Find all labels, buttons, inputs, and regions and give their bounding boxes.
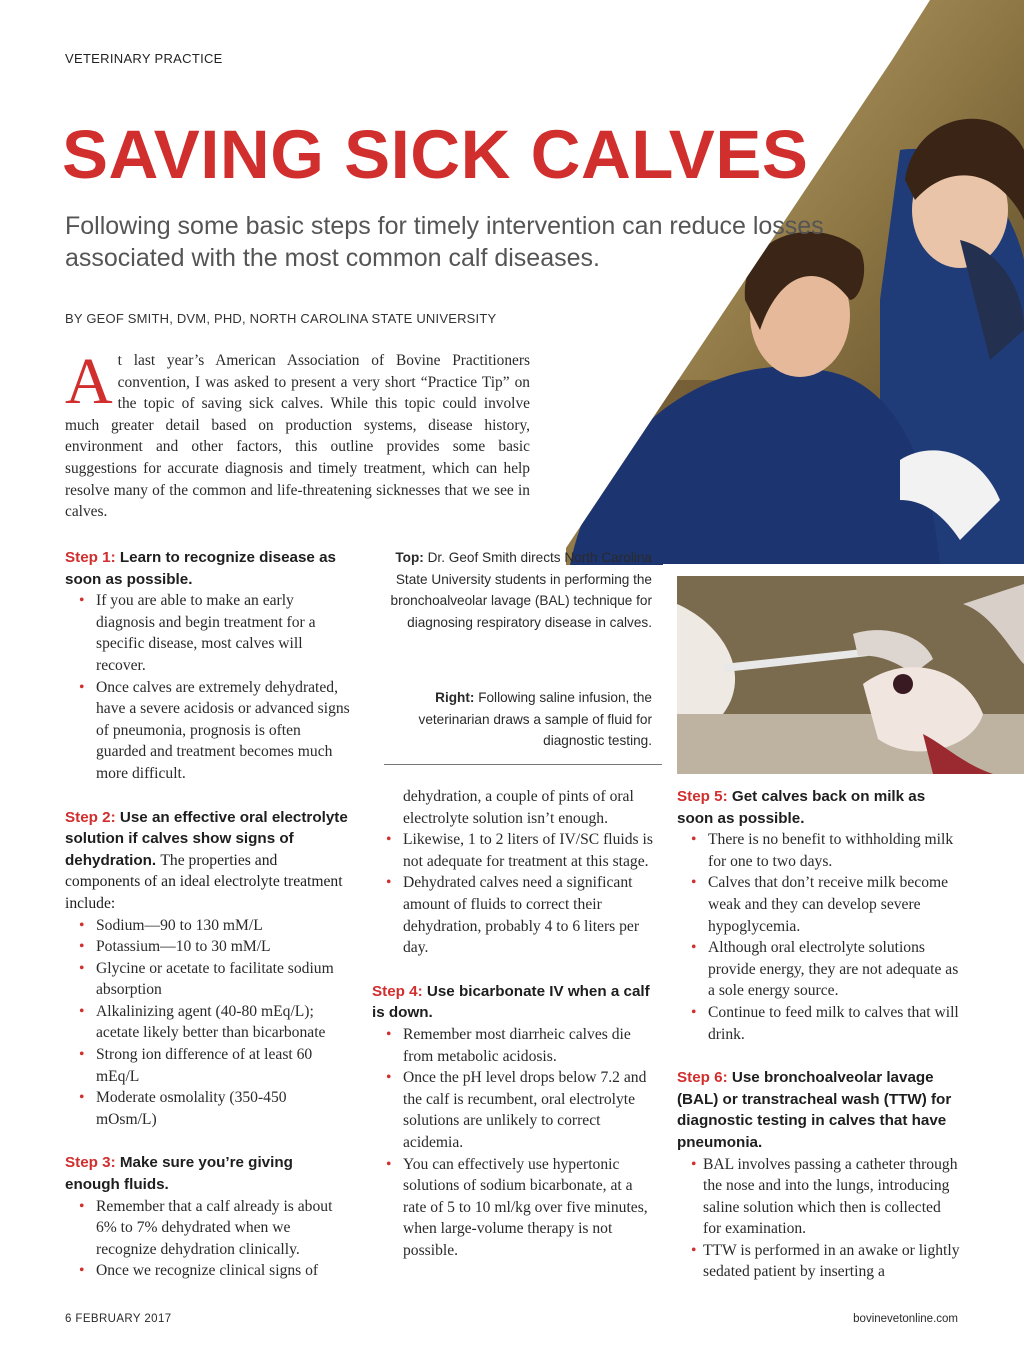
article-title: SAVING SICK CALVES bbox=[62, 116, 809, 193]
step-3-list-continued bbox=[372, 829, 657, 959]
step-3-continuation: dehydration, a couple of pints of oral electrolyte solution isn’t enough. bbox=[403, 788, 634, 827]
step-number: Step 2: bbox=[65, 808, 116, 826]
list-item: • Remember that a calf already is about 6% to 7% dehydrated when we recognize dehydration clinically. bbox=[65, 1196, 350, 1261]
list-item: • TTW is performed in an awake or lightly sedated patient by inserting a bbox=[677, 1240, 962, 1283]
caption-label: Right: bbox=[435, 690, 475, 705]
step-2-list bbox=[65, 915, 350, 1131]
list-item: • Once the pH level drops below 7.2 and the calf is recumbent, oral electrolyte solutions are unlikely to correct acidemia. bbox=[372, 1067, 657, 1153]
list-item: • You can effectively use hypertonic solutions of sodium bicarbonate, at a rate of 5 to 10 ml/kg over five minutes, when large-volume therapy is not possible. bbox=[372, 1154, 657, 1262]
caption-text: Following saline infusion, the veterinarian draws a sample of fluid for diagnostic testing. bbox=[418, 690, 652, 749]
list-item: • Although oral electrolyte solutions provide energy, they are not adequate as a sole energy source. bbox=[677, 937, 962, 1002]
step-3-list bbox=[65, 1196, 350, 1282]
list-item: • Once we recognize clinical signs of bbox=[65, 1260, 350, 1282]
list-item: • Sodium—90 to 130 mM/L bbox=[65, 915, 350, 937]
byline: BY GEOF SMITH, DVM, PHD, NORTH CAROLINA STATE UNIVERSITY bbox=[65, 311, 497, 326]
drop-cap: A bbox=[65, 345, 113, 418]
step-4-heading bbox=[372, 981, 657, 1024]
list-item: • Strong ion difference of at least 60 mEq/L bbox=[65, 1044, 350, 1087]
step-title: Use an effective oral electrolyte solution if calves show signs of dehydration. bbox=[65, 808, 348, 869]
caption-text: Dr. Geof Smith directs North Carolina State University students in performing the bronchoalveolar lavage (BAL) technique for diagnosing respiratory disease in calves. bbox=[390, 550, 652, 630]
step-3-heading bbox=[65, 1152, 350, 1195]
step-title: Get calves back on milk as soon as possible. bbox=[677, 788, 926, 827]
step-2-heading bbox=[65, 807, 350, 915]
step-5-list bbox=[677, 829, 962, 1045]
step-title: Learn to recognize disease as soon as possible. bbox=[65, 549, 336, 588]
step-number: Step 5: bbox=[677, 788, 728, 805]
step-1-list bbox=[65, 590, 350, 784]
step-number: Step 1: bbox=[65, 549, 116, 566]
caption-divider bbox=[384, 764, 662, 765]
step-1-heading bbox=[65, 547, 350, 590]
caption-right bbox=[370, 687, 652, 752]
footer-website: bovinevetonline.com bbox=[853, 1313, 958, 1325]
article-deck: Following some basic steps for timely intervention can reduce losses associated with the most common calf diseases. bbox=[65, 212, 824, 272]
list-item: • Glycine or acetate to facilitate sodium absorption bbox=[65, 958, 350, 1001]
step-title: Make sure you’re giving enough fluids. bbox=[65, 1154, 293, 1194]
step-4-list bbox=[372, 1024, 657, 1262]
step-title: Use bicarbonate IV when a calf is down. bbox=[372, 982, 650, 1022]
step-number: Step 4: bbox=[372, 982, 423, 1000]
list-item: • Likewise, 1 to 2 liters of IV/SC fluids is not adequate for treatment at this stage. bbox=[372, 829, 657, 872]
column-2 bbox=[372, 786, 657, 1261]
list-item: • There is no benefit to withholding milk for one to two days. bbox=[677, 829, 962, 872]
step-number: Step 6: bbox=[677, 1069, 728, 1087]
step-title: Use bronchoalveolar lavage (BAL) or transtracheal wash (TTW) for diagnostic testing in calves that have pneumonia. bbox=[677, 1069, 952, 1151]
list-item: • Moderate osmolality (350-450 mOsm/L) bbox=[65, 1087, 350, 1130]
list-item: • Alkalinizing agent (40-80 mEq/L); acetate likely better than bicarbonate bbox=[65, 1001, 350, 1044]
list-item: • Remember most diarrheic calves die from metabolic acidosis. bbox=[372, 1024, 657, 1067]
list-item: • BAL involves passing a catheter through the nose and into the lungs, introducing saline solution which then is collected for examination. bbox=[677, 1154, 962, 1240]
section-label: VETERINARY PRACTICE bbox=[65, 51, 223, 66]
list-item: • Once calves are extremely dehydrated, have a severe acidosis or advanced signs of pneumonia, prognosis is often guarded and treatment becomes much more difficult. bbox=[65, 677, 350, 785]
intro-text: t last year’s American Association of Bovine Practitioners convention, I was asked to present a very short “Practice Tip” on the topic of saving sick calves. While this topic could involve much greater detail based on production systems, disease history, environment and other factors, this outline provides some basic suggestions for accurate diagnosis and timely treatment, which can help resolve many of the common and life-threatening sicknesses that we see in calves. bbox=[65, 352, 530, 521]
step-2-intro: The properties and components of an ideal electrolyte treatment include: bbox=[65, 851, 343, 912]
caption-label: Top: bbox=[395, 550, 424, 565]
intro-paragraph bbox=[65, 345, 530, 523]
list-item: • Continue to feed milk to calves that will drink. bbox=[677, 1002, 962, 1045]
step-number: Step 3: bbox=[65, 1154, 116, 1172]
list-item: • Dehydrated calves need a significant amount of fluids to correct their dehydration, probably 4 to 6 liters per day. bbox=[372, 872, 657, 958]
step-6-heading bbox=[677, 1067, 962, 1153]
step-5-heading bbox=[677, 786, 962, 829]
photo-right-fluid-sample bbox=[663, 564, 1024, 774]
caption-top bbox=[370, 547, 652, 633]
footer-page-date: 6 FEBRUARY 2017 bbox=[65, 1313, 172, 1325]
list-item: • Potassium—10 to 30 mM/L bbox=[65, 936, 350, 958]
column-3 bbox=[677, 786, 962, 1283]
column-1 bbox=[65, 547, 350, 1282]
list-item: • Calves that don’t receive milk become weak and they can develop severe hypoglycemia. bbox=[677, 872, 962, 937]
step-6-list bbox=[677, 1154, 962, 1284]
list-item: • If you are able to make an early diagnosis and begin treatment for a specific disease, most calves will recover. bbox=[65, 590, 350, 676]
